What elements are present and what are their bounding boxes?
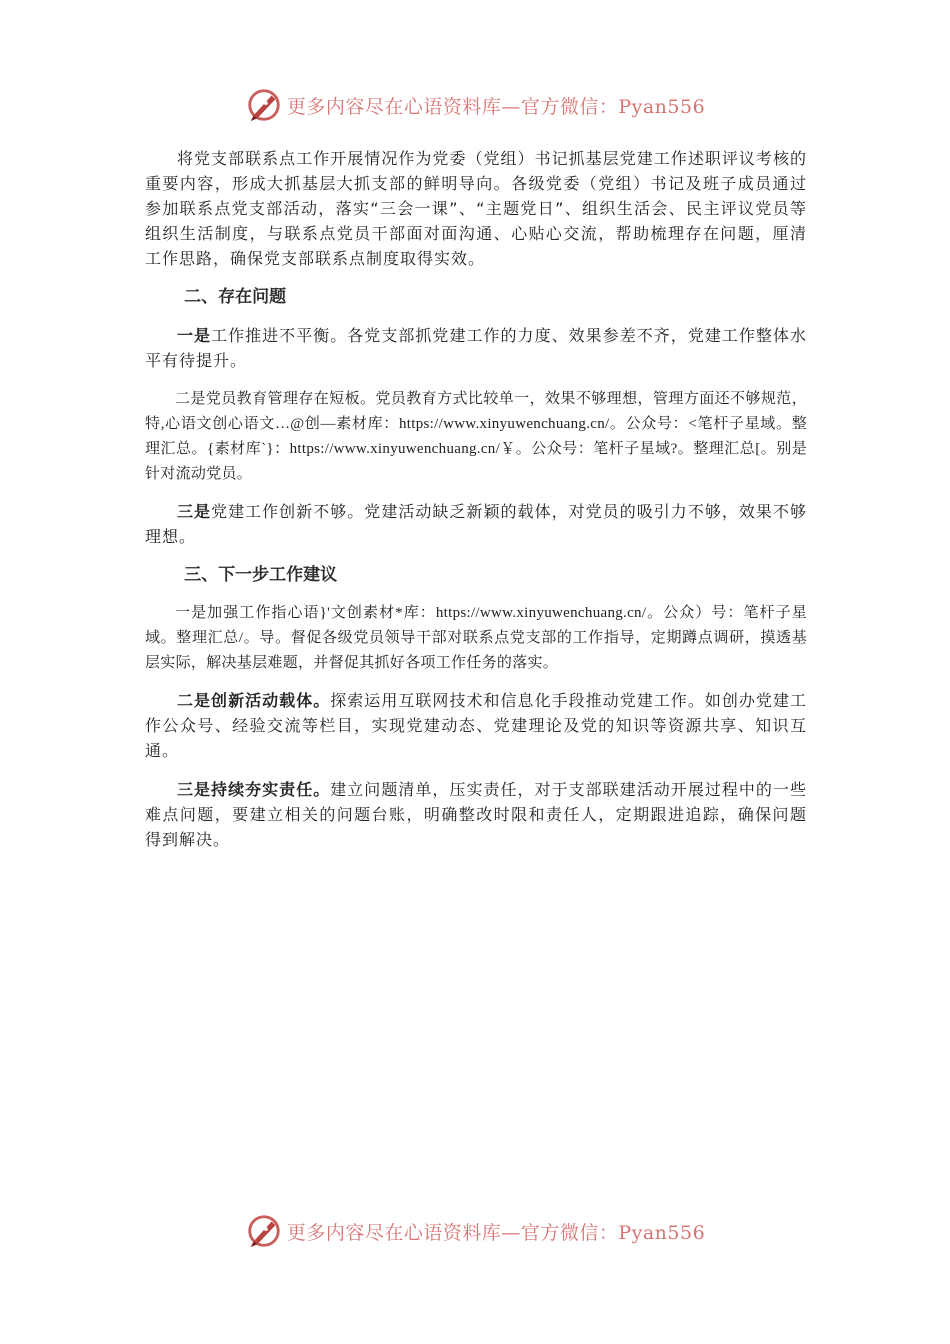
- footer-watermark-banner: [0, 1208, 950, 1254]
- pen-circle-logo-icon: [245, 86, 283, 124]
- watermark-text: 更多内容尽在心语资料库—官方微信：Pyan556: [286, 95, 706, 118]
- section-heading-suggestions: 三、下一步工作建议: [184, 565, 338, 585]
- paragraph-suggestion-2: [145, 688, 807, 763]
- paragraph-problem-3: [145, 499, 807, 549]
- paragraph-suggestion-1: 一是加强工作指心语}'文创素材*库：https://www.xinyuwenchuang.cn/。公众）号：笔杆子星域。整理汇总/。导。督促各级党员领导干部对联系点党支部的工作指导，定期蹲点调研，摸透基层实际，解决基层难题，并督促其抓好各项工作任务的落实。: [145, 605, 807, 671]
- paragraph-body: 党建工作创新不够。党建活动缺乏新颖的载体，对党员的吸引力不够，效果不够理想。: [145, 502, 807, 546]
- paragraph-intro: 将党支部联系点工作开展情况作为党委（党组）书记抓基层党建工作述职评议考核的重要内容，形成大抓基层大抓支部的鲜明导向。各级党委（党组）书记及班子成员通过参加联系点党支部活动，落实“三会一课”、“主题党日”、组织生活会、民主评议党员等组织生活制度，与联系点党员干部面对面沟通、心贴心交流，帮助梳理存在问题，厘清工作思路，确保党支部联系点制度取得实效。: [145, 149, 807, 268]
- paragraph-lead: 三是持续夯实责任。: [177, 780, 331, 799]
- document-body: [145, 146, 807, 866]
- header-watermark-banner: [0, 82, 950, 128]
- paragraph-suggestion-3: [145, 777, 807, 852]
- pen-circle-logo-icon: [245, 1212, 283, 1250]
- paragraph-body: 工作推进不平衡。各党支部抓党建工作的力度、效果参差不齐，党建工作整体水平有待提升。: [145, 326, 807, 370]
- paragraph-lead: 二是创新活动载体。: [177, 691, 331, 710]
- paragraph-body: 建立问题清单，压实责任，对于支部联建活动开展过程中的一些难点问题，要建立相关的问题台账，明确整改时限和责任人，定期跟进追踪，确保问题得到解决。: [145, 780, 807, 849]
- paragraph-body: 探索运用互联网技术和信息化手段推动党建工作。如创办党建工作公众号、经验交流等栏目，实现党建动态、党建理论及党的知识等资源共享、知识互通。: [145, 691, 807, 760]
- paragraph-lead: 一是: [177, 326, 212, 345]
- section-heading-problems: 二、存在问题: [184, 287, 287, 307]
- paragraph-lead: 三是: [177, 502, 212, 521]
- paragraph-problem-2: 二是党员教育管理存在短板。党员教育方式比较单一，效果不够理想，管理方面还不够规范，特,心语文创心语文…@创—素材库：https://www.xinyuwenchuang.cn/。公众号：<笔杆子星域。整理汇总。{素材库`}：https://www.xinyuwenchuang.cn/￥。公众号：笔杆子星域?。整理汇总[。别是针对流动党员。: [145, 391, 807, 482]
- paragraph-problem-1: [145, 323, 807, 373]
- watermark-text: 更多内容尽在心语资料库—官方微信：Pyan556: [286, 1221, 706, 1244]
